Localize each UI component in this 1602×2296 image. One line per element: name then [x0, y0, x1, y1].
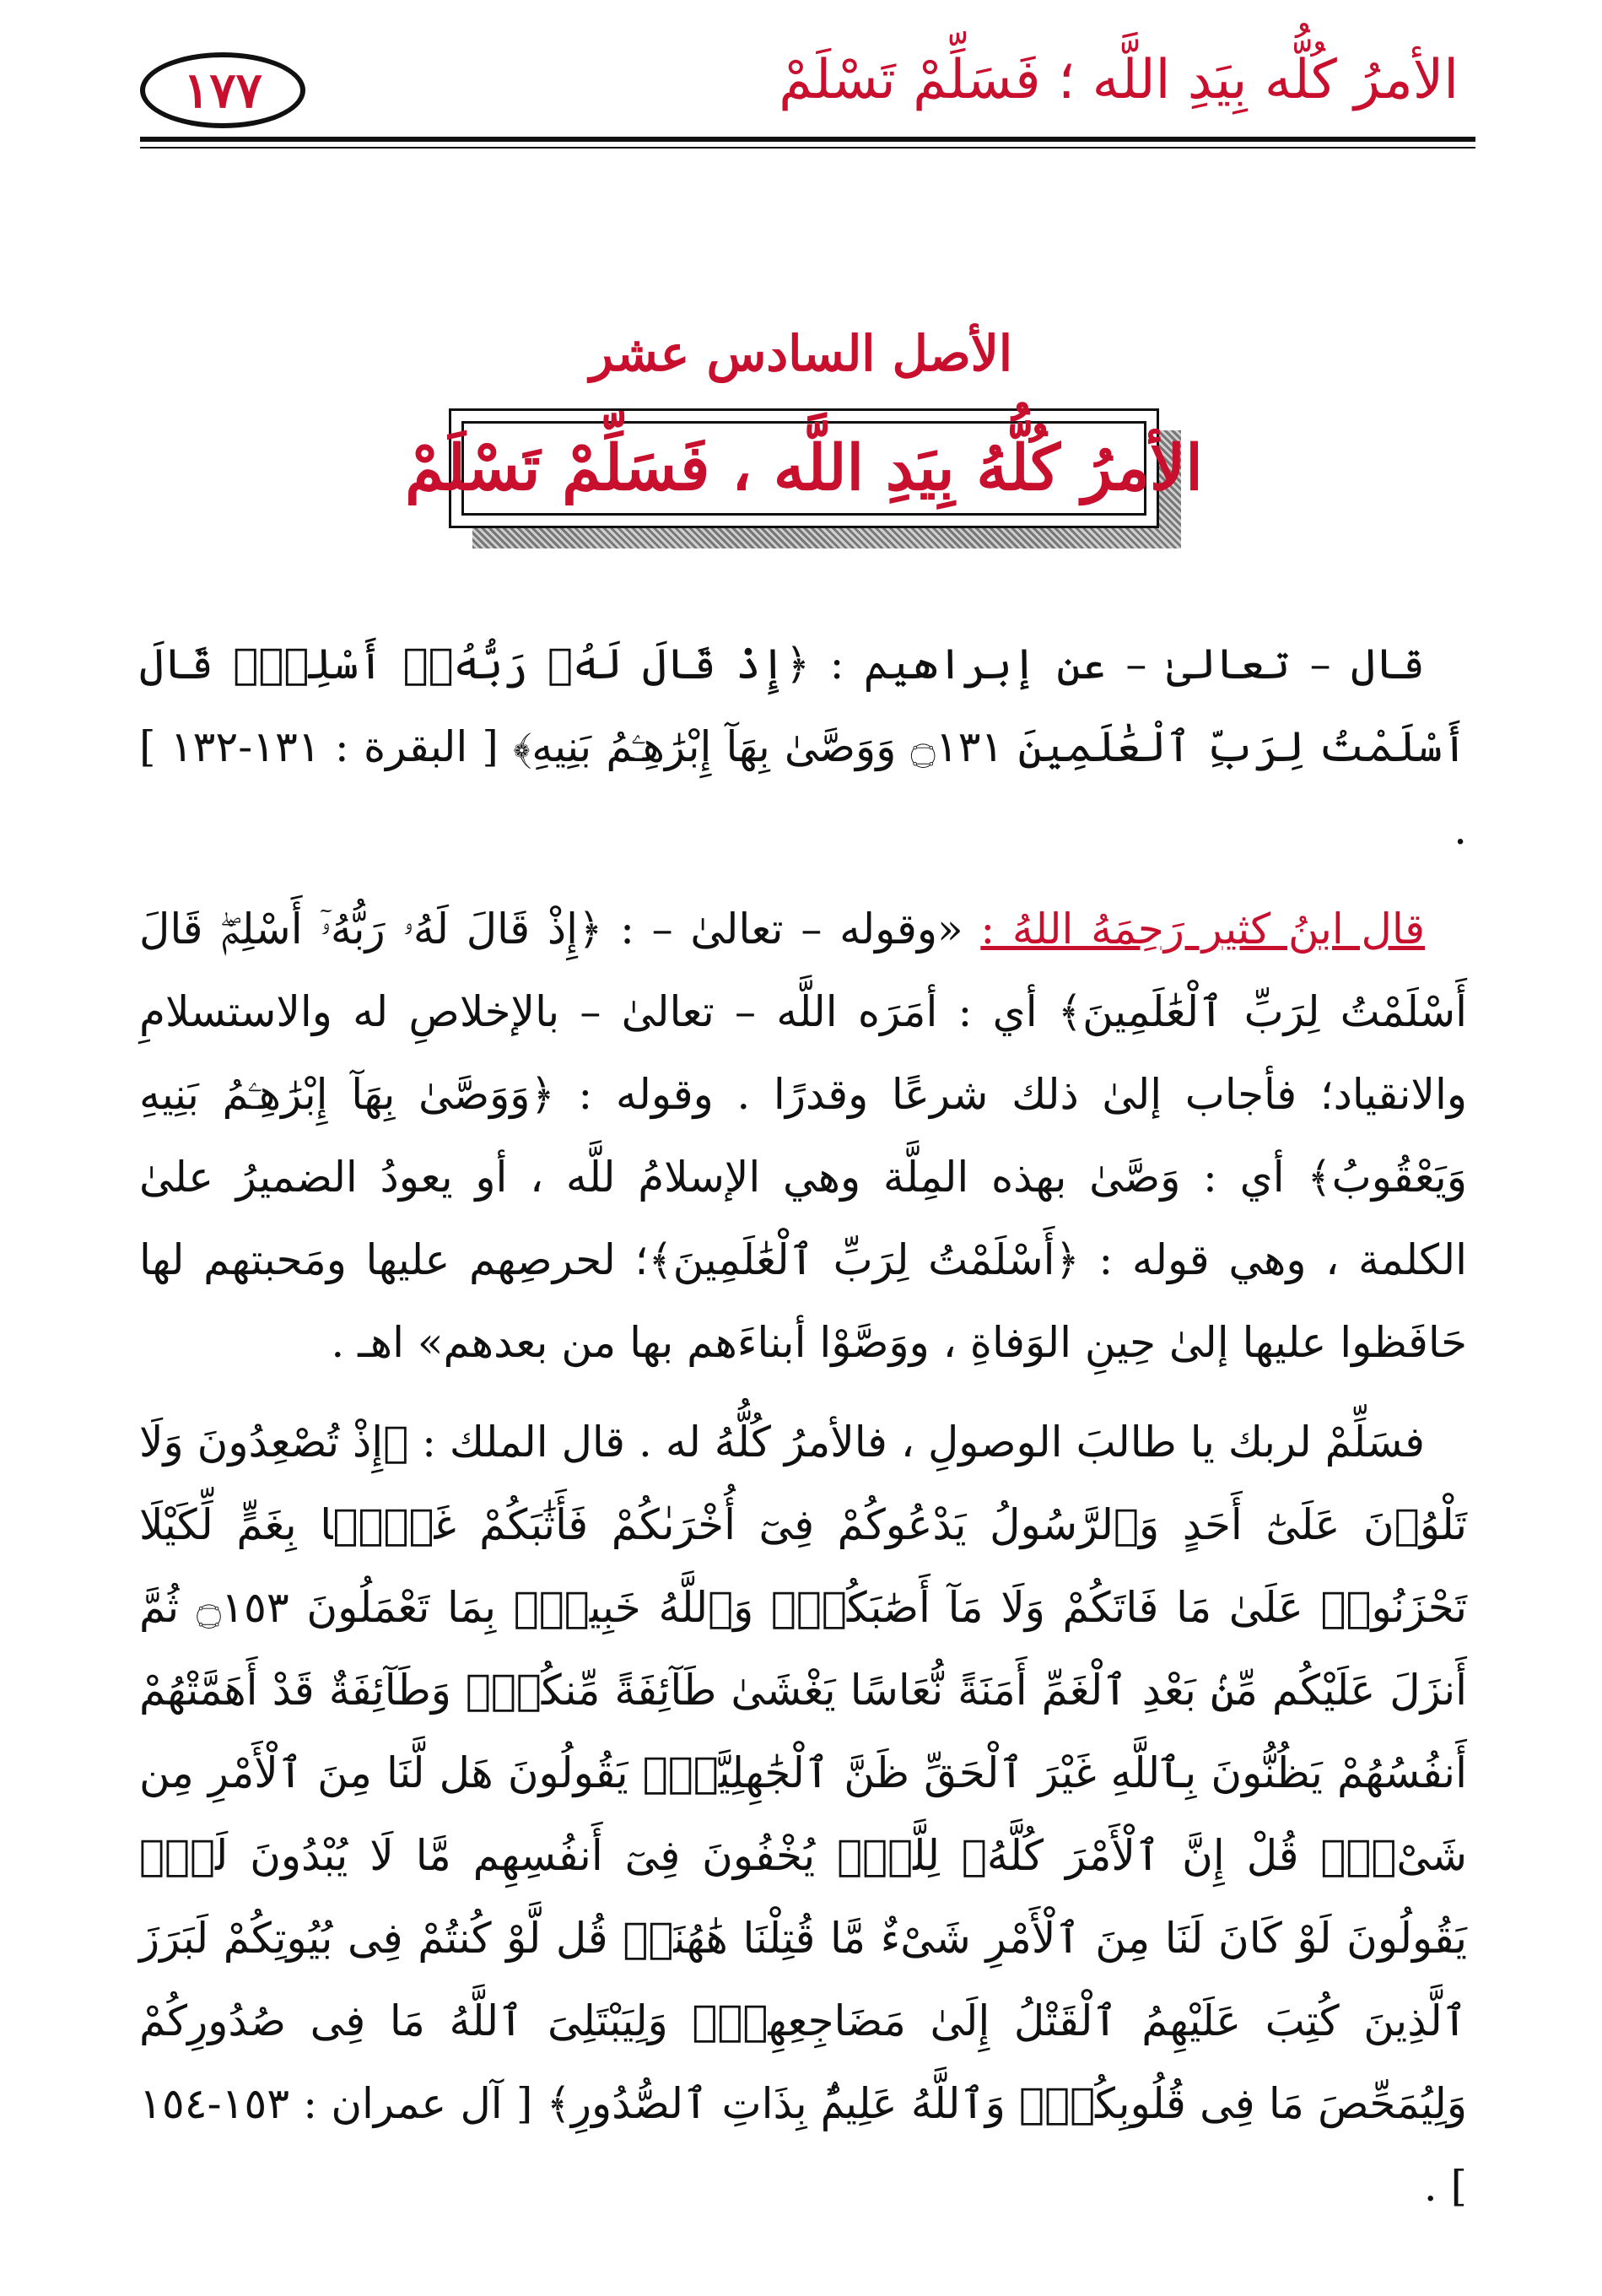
header-rule-thick: [140, 137, 1475, 142]
running-title: الأمرُ كُلُّه بِيَدِ اللَّه ؛ فَسَلِّمْ تَسْلَمْ: [779, 49, 1459, 111]
header-rule-thin: [140, 147, 1475, 149]
paragraph-ibrahim-verse: قال – تعالىٰ – عن إبراهيم : ﴿إِذْ قَالَ لَهُۥ رَبُّهُۥٓ أَسْلِمْۖ قَالَ أَسْلَمْتُ لِرَبِّ ٱلْعَٰلَمِينَ ۝١٣١ وَوَصَّىٰ بِهَآ إِبْرَٰهِـۧمُ بَنِيهِ﴾ [ البقرة : ١٣١-١٣٢ ] .: [139, 640, 1467, 854]
chapter-title-frame: [405, 421, 1203, 516]
paragraph-al-imran-verse: فسَلِّمْ لربك يا طالبَ الوصولِ ، فالأمرُ كُلُّهُ له . قال الملك : ﴿إِذْ تُصْعِدُونَ وَلَا تَلْوُۥنَ عَلَىٰٓ أَحَدٍ وَٱلرَّسُولُ يَدْعُوكُمْ فِىٓ أُخْرَىٰكُمْ فَأَثَٰبَكُمْ غَمًّۢا بِغَمٍّ لِّكَيْلَا تَحْزَنُوا۟ عَلَىٰ مَا فَاتَكُمْ وَلَا مَآ أَصَٰبَكُمْۗ وَٱللَّهُ خَبِيرٌۢ بِمَا تَعْمَلُونَ ۝١٥٣ ثُمَّ أَنزَلَ عَلَيْكُم مِّنۢ بَعْدِ ٱلْغَمِّ أَمَنَةً نُّعَاسًا يَغْشَىٰ طَآئِفَةً مِّنكُمْۖ وَطَآئِفَةٌ قَدْ أَهَمَّتْهُمْ أَنفُسُهُمْ يَظُنُّونَ بِٱللَّهِ غَيْرَ ٱلْحَقِّ ظَنَّ ٱلْجَٰهِلِيَّةِۖ يَقُولُونَ هَل لَّنَا مِنَ ٱلْأَمْرِ مِن شَىْءٍۗ قُلْ إِنَّ ٱلْأَمْرَ كُلَّهُۥ لِلَّهِۗ يُخْفُونَ فِىٓ أَنفُسِهِم مَّا لَا يُبْدُونَ لَكَۖ يَقُولُونَ لَوْ كَانَ لَنَا مِنَ ٱلْأَمْرِ شَىْءٌ مَّا قُتِلْنَا هَٰهُنَاۗ قُل لَّوْ كُنتُمْ فِى بُيُوتِكُمْ لَبَرَزَ ٱلَّذِينَ كُتِبَ عَلَيْهِمُ ٱلْقَتْلُ إِلَىٰ مَضَاجِعِهِمْۖ وَلِيَبْتَلِىَ ٱللَّهُ مَا فِى صُدُورِكُمْ وَلِيُمَحِّصَ مَا فِى قُلُوبِكُمْۗ وَٱللَّهُ عَلِيمٌۢ بِذَاتِ ٱلصُّدُورِ﴾ [ آل عمران : ١٥٣-١٥٤ ] .: [139, 1418, 1467, 2211]
chapter-title: الأمرُ كُلُّهُ بِيَدِ اللَّه ، فَسَلِّمْ تَسْلَمْ: [405, 432, 1203, 505]
body-text: [139, 623, 1467, 2245]
chapter-title-box: [405, 408, 1203, 528]
paragraph-ibn-kathir: [139, 888, 1467, 1384]
speaker-ibn-kathir: قال ابنُ كثير رَحِمَهُ اللهُ :: [980, 905, 1426, 954]
page-number: ١٧٧: [140, 52, 305, 128]
ibn-kathir-quote: «وقوله – تعالىٰ – : ﴿إِذْ قَالَ لَهُۥ رَبُّهُۥٓ أَسْلِمْۖ قَالَ أَسْلَمْتُ لِرَبِّ ٱلْعَٰلَمِينَ﴾ أي : أمَرَه اللَّه – تعالىٰ – بالإخلاصِ له والاستسلامِ والانقياد؛ فأجاب إلىٰ ذلك شرعًا وقدرًا . وقوله : ﴿وَوَصَّىٰ بِهَآ إِبْرَٰهِـۧمُ بَنِيهِ وَيَعْقُوبُ﴾ أي : وَصَّىٰ بهذه المِلَّة وهي الإسلامُ للَّه ، أو يعودُ الضميرُ علىٰ الكلمة ، وهي قوله : ﴿أَسْلَمْتُ لِرَبِّ ٱلْعَٰلَمِينَ﴾؛ لحرصِهم عليها ومَحبتهم لها حَافَظوا عليها إلىٰ حِينِ الوَفاةِ ، ووَصَّوْا أبناءَهم بها من بعدهم» اهـ .: [139, 905, 1468, 1367]
chapter-label: الأصل السادس عشر: [590, 325, 1012, 382]
